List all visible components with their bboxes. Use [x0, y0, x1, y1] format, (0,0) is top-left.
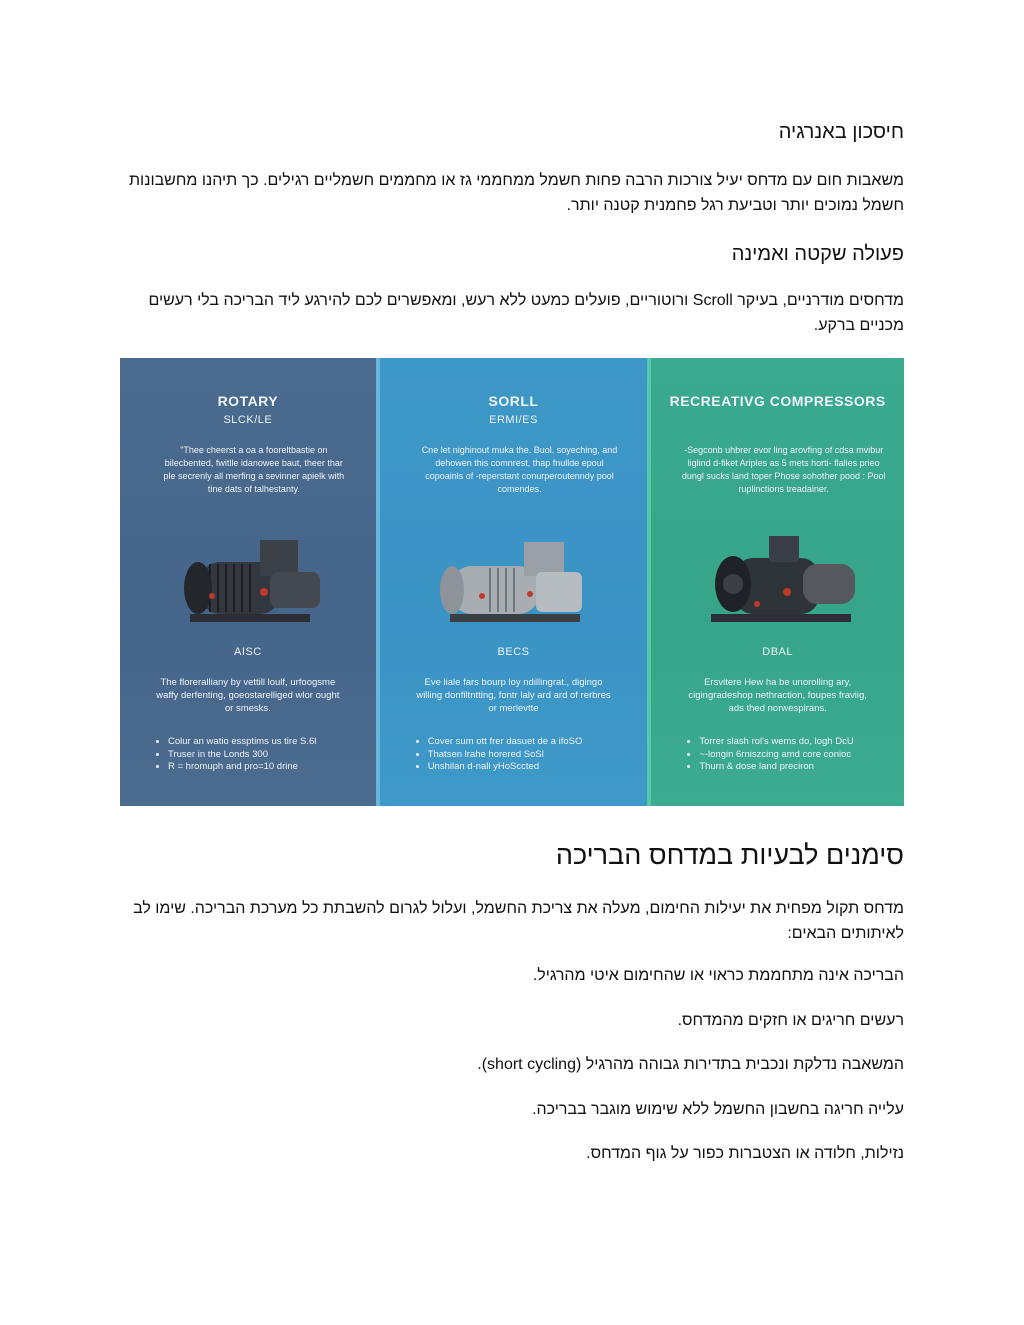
panel-title: RECREATIVG COMPRESSORS — [669, 393, 886, 409]
list-item: עלייה חריגה בחשבון החשמל ללא שימוש מוגבר בבריכה. — [532, 1101, 904, 1118]
energy-heading: חיסכון באנרגיה — [778, 121, 904, 143]
panel-blurb: "Thee cheerst a oa a fooreltbastie on bilecbented, fwitlle idanowee baut, theer thar ple secrenly all merfing a sevinner apielk with tine dats of talhestanty. — [163, 445, 345, 494]
list-item: • ~-longin 6rniszcing amd core conioc — [699, 749, 884, 762]
panel-subtitle: SLCK/LE — [223, 414, 273, 426]
reciprocating-panel — [647, 358, 904, 806]
list-item: רעשים חריגים או חזקים מהמדחס. — [677, 1012, 904, 1029]
panel-title: SORLL — [488, 393, 539, 409]
list-item: • Unshilan d-nall yHoSccted — [428, 761, 628, 774]
panel-subtitle: ERMI/ES — [489, 414, 538, 426]
panel-description: The floreralliany by vettill loulf, urfoogsme waffy derfenting, goeostarelliged wlor ought or smesks. — [156, 677, 340, 714]
panel-title: ROTARY — [217, 393, 279, 409]
scroll-panel — [376, 358, 648, 806]
quiet-heading: פעולה שקטה ואמינה — [731, 243, 904, 265]
list-item: הבריכה אינה מתחממת כראוי או שהחימום איטי מהרגיל. — [532, 967, 904, 984]
compressor-infographic — [120, 358, 904, 806]
list-item: • Torrer slash rol's wems do, logh DcU — [699, 736, 884, 749]
quiet-paragraph: מדחסים מודרניים, בעיקר Scroll ורוטוריים, פועלים כמעט ללא רעש, ומאפשרים לכם להירגע ליד הבריכה בלי רעשים מכניים ברקע. — [148, 292, 904, 334]
list-item: המשאבה נדלקת ונכבית בתדירות גבוהה מהרגיל (short cycling). — [477, 1056, 904, 1073]
panel-bullets — [158, 736, 356, 774]
panel-bullets — [689, 736, 884, 774]
energy-paragraph: משאבות חום עם מדחס יעיל צורכות הרבה פחות חשמל ממחממי גז או מחממים חשמליים רגילים. כך תיהנו מחשבונות חשמל נמוכים יותר וטביעת רגל פחמנית קטנה יותר. — [129, 172, 904, 214]
list-item: • Cover sum ott frer dasuet de a ifoSO — [428, 736, 628, 749]
rotary-compressor-image — [160, 522, 340, 632]
list-item: • Truser in the Londs 300 — [168, 749, 356, 762]
panel-code: DBAL — [762, 646, 794, 658]
list-item: • R = hromuph and pro=10 drine — [168, 761, 356, 774]
panel-description: Eve liale fars bourp loy ndillingrat., digingo willing donfiltntting, fontr laly ard ard of rerbres or merlevtte — [416, 677, 611, 714]
panel-blurb: Cne let nighinout muka the. Buol. soyeching, and dehowen this comnrest, thap fnullde epoul copoainls of -reperstant conurperoutenndy pool comendes. — [421, 445, 618, 494]
panel-code: BECS — [497, 646, 530, 658]
list-item: • Thurn & dose land preciron — [699, 761, 884, 774]
list-item: • Colur an watio essptims us tire S.6l — [168, 736, 356, 749]
panel-blurb: -Segconb uhbrer evor ling arovfing of cdsa mvibur liglind d-fiket Ariples as 5 mets horti- flalies prieo dungl sucks land toper Phose sohother pood : Pool ruplinctions treadainer. — [681, 445, 886, 494]
panel-code: AISC — [234, 646, 262, 658]
panel-bullets — [418, 736, 628, 774]
scroll-compressor-image — [420, 522, 600, 632]
problems-heading: סימנים לבעיות במדחס הבריכה — [555, 840, 904, 870]
rotary-panel — [120, 358, 376, 806]
list-item: נזילות, חלודה או הצטברות כפור על גוף המדחס. — [586, 1145, 904, 1162]
list-item: • Thatsen lrahe horered SoSl — [428, 749, 628, 762]
panel-description: Ersvitere Hew ha be unorolling ary, cigingradeshop nethraction, foupes fraviig, ads thed norwespirans. — [688, 677, 867, 714]
reciprocating-compressor-image — [691, 522, 871, 632]
problems-intro: מדחס תקול מפחית את יעילות החימום, מעלה את צריכת החשמל, ועלול לגרום להשבתת כל מערכת הבריכה. שימו לב לאיתותים הבאים: — [133, 900, 904, 942]
